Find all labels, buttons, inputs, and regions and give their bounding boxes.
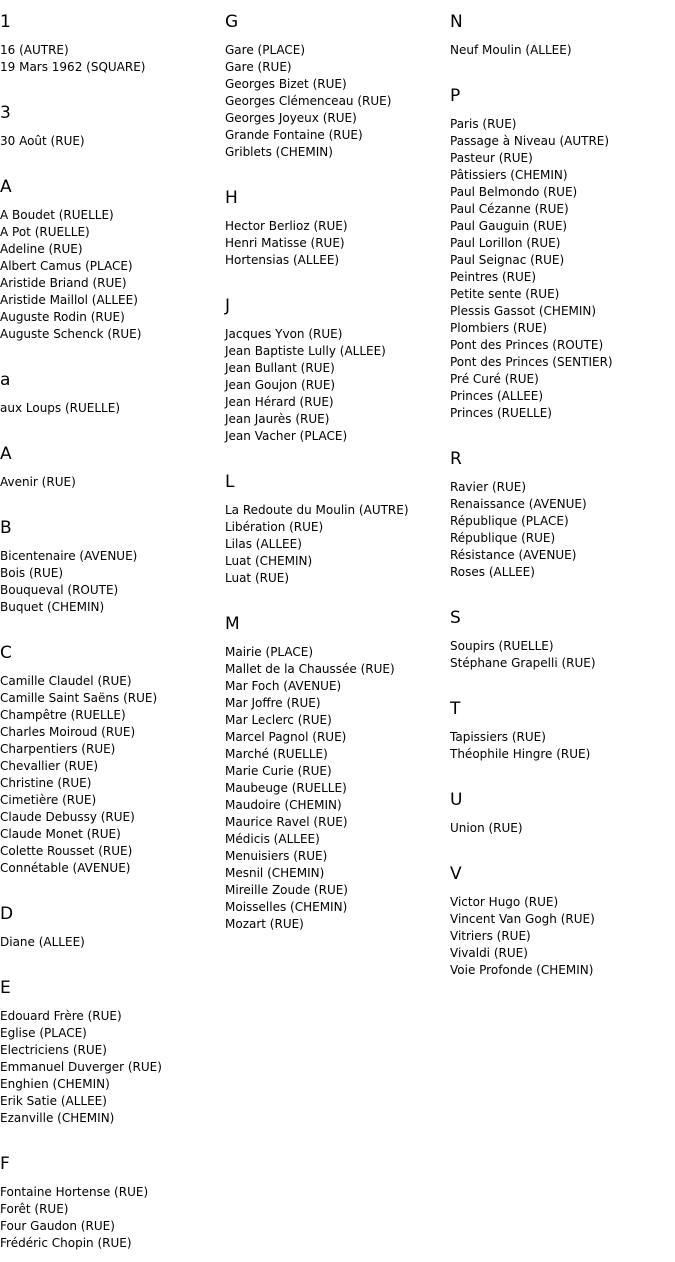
letter-group [450,864,675,979]
group-letter-heading: E [0,978,11,998]
group-letter-heading: T [450,699,461,719]
letter-group [450,449,675,581]
group-letter-heading: V [450,864,462,884]
letter-group [225,614,450,933]
street-entry: Peintres (RUE) [450,270,537,284]
street-entry: Jean Jaurès (RUE) [225,412,330,426]
group-letter-heading: a [0,370,11,390]
street-entry: Plombiers (RUE) [450,321,548,335]
group-letter-heading: J [225,296,231,316]
street-list [0,1184,225,1252]
letter-group [225,472,450,587]
letter-group [450,608,675,672]
street-entry: Vincent Van Gogh (RUE) [450,912,595,926]
letter-group [450,790,675,837]
street-list [450,42,675,59]
street-entry: 30 Août (RUE) [0,134,85,148]
street-entry: Buquet (CHEMIN) [0,600,105,614]
street-entry: Charles Moiroud (RUE) [0,725,136,739]
street-entry: Griblets (CHEMIN) [225,145,333,159]
street-entry: Christine (RUE) [0,776,92,790]
street-entry: Henri Matisse (RUE) [225,236,345,250]
street-entry: Chevallier (RUE) [0,759,99,773]
street-list [450,116,675,422]
street-entry: Résistance (AVENUE) [450,548,577,562]
group-letter-heading: M [225,614,240,634]
letter-group [0,444,225,491]
street-entry: Mireille Zoude (RUE) [225,883,348,897]
street-entry: Tapissiers (RUE) [450,730,546,744]
street-entry: Plessis Gassot (CHEMIN) [450,304,597,318]
street-entry: Vitriers (RUE) [450,929,531,943]
street-entry: Mallet de la Chaussée (RUE) [225,662,395,676]
street-entry: Libération (RUE) [225,520,324,534]
street-index-column-3 [450,0,675,979]
letter-group [225,12,450,161]
street-entry: Gare (PLACE) [225,43,306,57]
group-letter-heading: F [0,1154,10,1174]
street-list [0,474,225,491]
street-entry: Maurice Ravel (RUE) [225,815,348,829]
group-letter-heading: U [450,790,463,810]
street-entry: Jean Goujon (RUE) [225,378,336,392]
street-entry: Forêt (RUE) [0,1202,69,1216]
street-entry: Mesnil (CHEMIN) [225,866,325,880]
street-entry: Four Gaudon (RUE) [0,1219,115,1233]
street-entry: Marché (RUELLE) [225,747,328,761]
street-entry: Colette Rousset (RUE) [0,844,133,858]
street-entry: Pont des Princes (ROUTE) [450,338,604,352]
group-letter-heading: G [225,12,239,32]
street-entry: Camille Claudel (RUE) [0,674,132,688]
street-entry: Avenir (RUE) [0,475,76,489]
street-entry: Paris (RUE) [450,117,517,131]
street-entry: A Pot (RUELLE) [0,225,90,239]
street-entry: Menuisiers (RUE) [225,849,328,863]
group-letter-heading: A [0,177,12,197]
letter-group [0,518,225,616]
street-entry: Erik Satie (ALLEE) [0,1094,107,1108]
group-letter-heading: C [0,643,12,663]
street-entry: 16 (AUTRE) [0,43,69,57]
street-entry: Victor Hugo (RUE) [450,895,559,909]
street-entry: Georges Clémenceau (RUE) [225,94,392,108]
street-entry: Eglise (PLACE) [0,1026,87,1040]
street-entry: Jean Baptiste Lully (ALLEE) [225,344,386,358]
street-entry: Voie Profonde (CHEMIN) [450,963,594,977]
street-entry: Claude Monet (RUE) [0,827,121,841]
letter-group [450,699,675,763]
group-letter-heading: 1 [0,12,11,32]
street-entry: Bouqueval (ROUTE) [0,583,119,597]
street-entry: Lilas (ALLEE) [225,537,302,551]
street-index-column-2 [225,0,450,933]
letter-group [0,978,225,1127]
group-letter-heading: A [0,444,12,464]
street-entry: Mar Leclerc (RUE) [225,713,332,727]
street-entry: Hortensias (ALLEE) [225,253,340,267]
street-entry: Médicis (ALLEE) [225,832,320,846]
letter-group [225,296,450,445]
street-entry: Jean Vacher (PLACE) [225,429,348,443]
street-list [0,548,225,616]
street-entry: Edouard Frère (RUE) [0,1009,122,1023]
group-letter-heading: N [450,12,463,32]
street-list [0,42,225,76]
street-entry: Auguste Rodin (RUE) [0,310,125,324]
street-entry: Grande Fontaine (RUE) [225,128,363,142]
letter-group [0,1154,225,1252]
street-list [225,502,450,587]
street-entry: Hector Berlioz (RUE) [225,219,348,233]
street-list [450,638,675,672]
street-list [0,207,225,343]
street-entry: Camille Saint Saëns (RUE) [0,691,158,705]
street-entry: Mar Foch (AVENUE) [225,679,342,693]
street-entry: Passage à Niveau (AUTRE) [450,134,610,148]
street-entry: Mozart (RUE) [225,917,304,931]
street-list [0,1008,225,1127]
street-list [0,673,225,877]
street-entry: Diane (ALLEE) [0,935,85,949]
street-entry: Jean Hérard (RUE) [225,395,334,409]
letter-group [450,12,675,59]
street-entry: Maudoire (CHEMIN) [225,798,342,812]
street-entry: Jean Bullant (RUE) [225,361,335,375]
street-entry: Georges Joyeux (RUE) [225,111,357,125]
street-entry: Moisselles (CHEMIN) [225,900,348,914]
letter-group [0,12,225,76]
street-entry: Princes (ALLEE) [450,389,544,403]
street-entry: Renaissance (AVENUE) [450,497,587,511]
street-entry: Ezanville (CHEMIN) [0,1111,115,1125]
letter-group [0,177,225,343]
street-entry: Charpentiers (RUE) [0,742,116,756]
street-list [450,820,675,837]
letter-group [450,86,675,422]
street-entry: Aristide Briand (RUE) [0,276,127,290]
street-entry: Marcel Pagnol (RUE) [225,730,347,744]
street-entry: Roses (ALLEE) [450,565,535,579]
street-entry: Auguste Schenck (RUE) [0,327,142,341]
street-entry: Adeline (RUE) [0,242,83,256]
street-list [450,894,675,979]
street-entry: Gare (RUE) [225,60,292,74]
street-entry: Jacques Yvon (RUE) [225,327,343,341]
street-entry: Vivaldi (RUE) [450,946,528,960]
street-entry: Bois (RUE) [0,566,64,580]
street-entry: Pré Curé (RUE) [450,372,539,386]
street-entry: Electriciens (RUE) [0,1043,107,1057]
street-entry: A Boudet (RUELLE) [0,208,114,222]
street-entry: République (RUE) [450,531,556,545]
street-entry: Frédéric Chopin (RUE) [0,1236,132,1250]
street-list [225,326,450,445]
street-entry: Mairie (PLACE) [225,645,314,659]
street-entry: Marie Curie (RUE) [225,764,332,778]
street-entry: Paul Belmondo (RUE) [450,185,578,199]
group-letter-heading: P [450,86,461,106]
street-list [0,934,225,951]
street-entry: Petite sente (RUE) [450,287,560,301]
street-entry: Albert Camus (PLACE) [0,259,133,273]
street-entry: Cimetière (RUE) [0,793,97,807]
street-list [0,133,225,150]
street-entry: Claude Debussy (RUE) [0,810,135,824]
street-entry: Pasteur (RUE) [450,151,533,165]
street-entry: Stéphane Grapelli (RUE) [450,656,596,670]
street-entry: Georges Bizet (RUE) [225,77,347,91]
street-entry: Paul Seignac (RUE) [450,253,565,267]
group-letter-heading: D [0,904,14,924]
group-letter-heading: B [0,518,12,538]
street-list [0,400,225,417]
street-entry: Paul Lorillon (RUE) [450,236,561,250]
street-entry: La Redoute du Moulin (AUTRE) [225,503,409,517]
group-letter-heading: L [225,472,235,492]
street-entry: 19 Mars 1962 (SQUARE) [0,60,146,74]
group-letter-heading: 3 [0,103,11,123]
street-list [450,729,675,763]
street-list [225,644,450,933]
street-entry: Ravier (RUE) [450,480,527,494]
street-list [450,479,675,581]
street-entry: Paul Cézanne (RUE) [450,202,569,216]
street-entry: Princes (RUELLE) [450,406,552,420]
street-entry: Aristide Maillol (ALLEE) [0,293,138,307]
street-entry: Fontaine Hortense (RUE) [0,1185,149,1199]
street-list [225,218,450,269]
letter-group [0,370,225,417]
street-entry: Champêtre (RUELLE) [0,708,126,722]
street-entry: Soupirs (RUELLE) [450,639,554,653]
street-entry: Théophile Hingre (RUE) [450,747,591,761]
street-entry: Luat (RUE) [225,571,290,585]
street-entry: Paul Gauguin (RUE) [450,219,568,233]
letter-group [0,643,225,877]
street-entry: Enghien (CHEMIN) [0,1077,110,1091]
street-entry: Maubeuge (RUELLE) [225,781,347,795]
letter-group [0,103,225,150]
street-index-column-1 [0,0,225,1252]
street-list [225,42,450,161]
letter-group [225,188,450,269]
street-entry: Mar Joffre (RUE) [225,696,321,710]
street-entry: République (PLACE) [450,514,569,528]
group-letter-heading: H [225,188,238,208]
group-letter-heading: S [450,608,461,628]
street-entry: Neuf Moulin (ALLEE) [450,43,572,57]
street-entry: Connétable (AVENUE) [0,861,131,875]
street-entry: Union (RUE) [450,821,523,835]
letter-group [0,904,225,951]
street-entry: aux Loups (RUELLE) [0,401,120,415]
street-entry: Bicentenaire (AVENUE) [0,549,138,563]
street-entry: Luat (CHEMIN) [225,554,313,568]
group-letter-heading: R [450,449,462,469]
street-entry: Pont des Princes (SENTIER) [450,355,613,369]
street-entry: Pâtissiers (CHEMIN) [450,168,568,182]
street-entry: Emmanuel Duverger (RUE) [0,1060,162,1074]
